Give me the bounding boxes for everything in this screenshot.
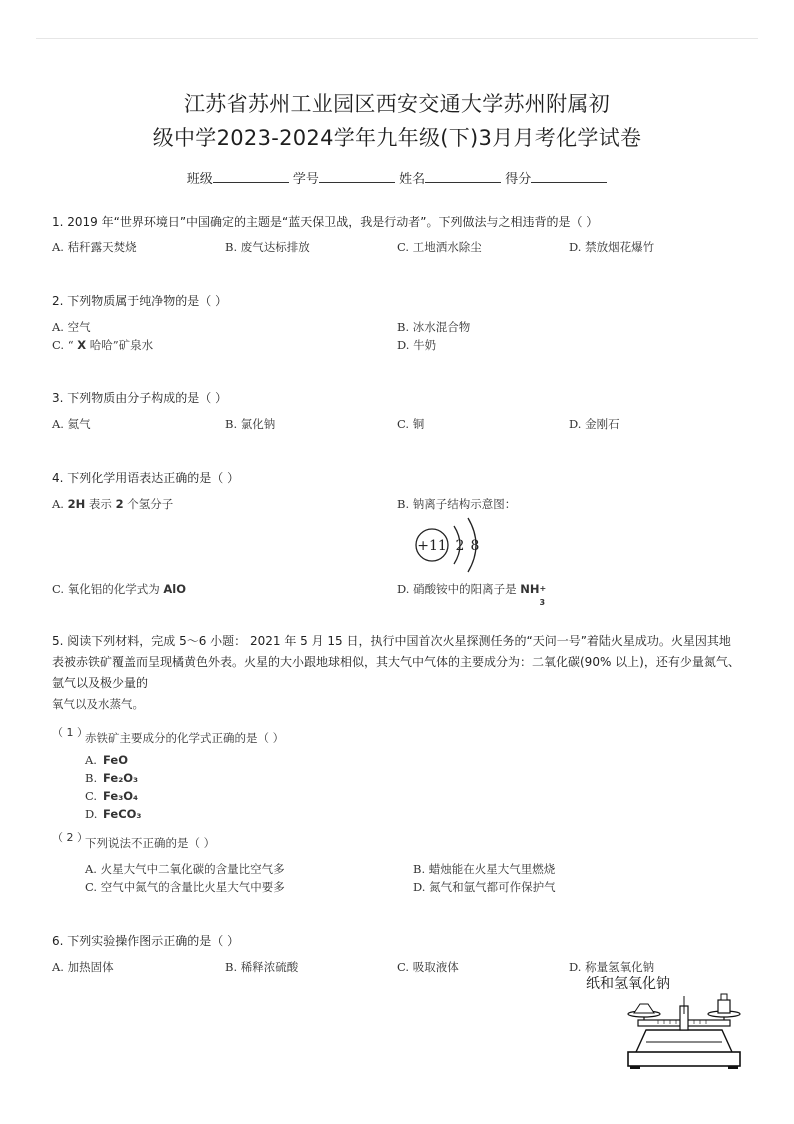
question-5-passage: 5. 阅读下列材料，完成 5～6 小题： 2021 年 5 月 15 日，执行中国首次火星探测任务的“天问一号”着陆火星成功。火星因其地表被赤铁矿覆盖而呈现橘黄色外表。火星的大小跟地球相似，其大气中气体的主要成分为：二氧化碳(90% 以上)，还有少量氮气、氩气以及极少量的 [52, 634, 740, 690]
q2-option-c-suffix: 哈哈”矿泉水 [86, 338, 154, 352]
question-4-stem: 4. 下列化学用语表达正确的是（ ） [52, 471, 240, 485]
balance-foot-left [630, 1066, 640, 1069]
q4-option-a[interactable] [52, 496, 173, 512]
q3-option-a[interactable]: A. 氦气 [52, 417, 91, 431]
q3-option-c[interactable]: C. 铜 [397, 417, 425, 431]
weight-block [718, 1000, 730, 1013]
q4-option-a-count: 2 [115, 497, 124, 511]
q3-option-b[interactable]: B. 氯化钠 [225, 417, 276, 431]
q4-option-d-formula: NH [520, 582, 540, 596]
sodium-ion-structure-diagram [408, 512, 498, 578]
q1-option-d[interactable]: D. 禁放烟花爆竹 [569, 240, 655, 254]
sub2-option-d[interactable]: D. 氮气和氩气都可作保护气 [413, 880, 556, 894]
score-label: 得分 [505, 172, 532, 187]
question-1-stem: 1. 2019 年“世界环境日”中国确定的主题是“蓝天保卫战，我是行动者”。下列做法与之相违背的是（ ） [52, 215, 599, 229]
q1-option-a[interactable]: A. 秸秆露天焚烧 [52, 240, 137, 254]
q2-option-c[interactable] [52, 337, 153, 353]
q4-option-d-charge: + [539, 584, 547, 593]
sub-question-1-number: （ 1 ） [52, 726, 88, 739]
sub1-option-b[interactable] [85, 771, 138, 785]
exam-title-line1: 江苏省苏州工业园区西安交通大学苏州附属初 [184, 92, 610, 116]
q4-option-d-prefix: D. 硝酸铵中的阳离子是 [397, 582, 521, 596]
balance-image-caption: 纸和氢氧化钠 [586, 976, 670, 992]
question-3-stem: 3. 下列物质由分子构成的是（ ） [52, 391, 228, 405]
sub1-option-formula: FeO [103, 753, 128, 767]
q4-option-b[interactable]: B. 钠离子结构示意图： [397, 497, 517, 511]
balance-scale-illustration [618, 986, 750, 1070]
sub1-option-label: D. [85, 807, 98, 821]
class-blank[interactable] [213, 170, 289, 183]
q4-option-c-formula: AlO [163, 582, 186, 596]
sub2-option-b[interactable]: B. 蜡烛能在火星大气里燃烧 [413, 862, 556, 876]
sub-question-2-stem: 下列说法不正确的是（ ） [85, 836, 216, 850]
sub1-option-label: B. [85, 771, 98, 785]
number-label: 学号 [292, 172, 319, 187]
q2-option-c-brand: X [77, 338, 87, 352]
q6-option-b[interactable]: B. 稀释浓硫酸 [225, 960, 299, 974]
q1-option-b[interactable]: B. 废气达标排放 [225, 240, 310, 254]
q4-option-a-prefix: A. [52, 497, 68, 511]
q4-option-d[interactable] [397, 581, 547, 607]
sub1-option-formula: Fe₂O₃ [103, 771, 139, 785]
name-label: 姓名 [399, 172, 426, 187]
header-divider [36, 38, 758, 39]
balance-foot-right [728, 1066, 738, 1069]
question-2-stem: 2. 下列物质属于纯净物的是（ ） [52, 294, 228, 308]
sub1-option-formula: Fe₃O₄ [103, 789, 139, 803]
class-label: 班级 [186, 172, 213, 187]
q4-option-c[interactable] [52, 581, 186, 597]
q3-option-d[interactable]: D. 金刚石 [569, 417, 620, 431]
q6-option-c[interactable]: C. 吸取液体 [397, 960, 459, 974]
q4-option-a-suffix: 个氢分子 [123, 497, 174, 511]
student-info-row [0, 168, 794, 187]
q6-option-a[interactable]: A. 加热固体 [52, 960, 114, 974]
nucleus-charge: +11 [417, 538, 447, 554]
sub-question-2-number: （ 2 ） [52, 831, 88, 844]
q2-option-b[interactable]: B. 冰水混合物 [397, 320, 471, 334]
q2-option-d[interactable]: D. 牛奶 [397, 338, 437, 352]
sub1-option-c[interactable] [85, 789, 138, 803]
sub1-option-a[interactable] [85, 753, 128, 767]
number-blank[interactable] [319, 170, 395, 183]
balance-base [628, 1052, 740, 1066]
q6-option-d[interactable]: D. 称量氢氧化钠 [569, 960, 655, 974]
q4-option-a-mid: 表示 [85, 497, 116, 511]
q4-option-d-subscript: 3 [539, 598, 546, 607]
q2-option-c-prefix: C. “ [52, 338, 78, 352]
sub2-option-a[interactable]: A. 火星大气中二氧化碳的含量比空气多 [85, 862, 285, 876]
weight-knob [721, 994, 727, 1000]
q2-option-a[interactable]: A. 空气 [52, 320, 91, 334]
sub1-option-label: C. [85, 789, 98, 803]
q4-option-a-symbol: 2H [67, 497, 86, 511]
q4-option-c-prefix: C. 氧化铝的化学式为 [52, 582, 164, 596]
shell-2-electrons: 8 [470, 538, 480, 554]
name-blank[interactable] [425, 170, 501, 183]
balance-body [636, 1030, 732, 1052]
score-blank[interactable] [531, 170, 607, 183]
exam-title-line2: 级中学2023-2024学年九年级(下)3月月考化学试卷 [152, 126, 642, 150]
sub1-option-label: A. [85, 753, 97, 767]
question-6-stem: 6. 下列实验操作图示正确的是（ ） [52, 934, 240, 948]
q1-option-c[interactable]: C. 工地洒水除尘 [397, 240, 482, 254]
question-5-passage-tail: 氧气以及水蒸气。 [52, 697, 144, 711]
sub2-option-c[interactable]: C. 空气中氮气的含量比火星大气中要多 [85, 880, 285, 894]
shell-1-electrons: 2 [455, 538, 465, 554]
sub-question-1-stem: 赤铁矿主要成分的化学式正确的是（ ） [85, 731, 285, 745]
sub1-option-d[interactable] [85, 807, 141, 821]
paper-with-sodium-hydroxide [634, 1004, 654, 1013]
sub1-option-formula: FeCO₃ [103, 807, 142, 821]
